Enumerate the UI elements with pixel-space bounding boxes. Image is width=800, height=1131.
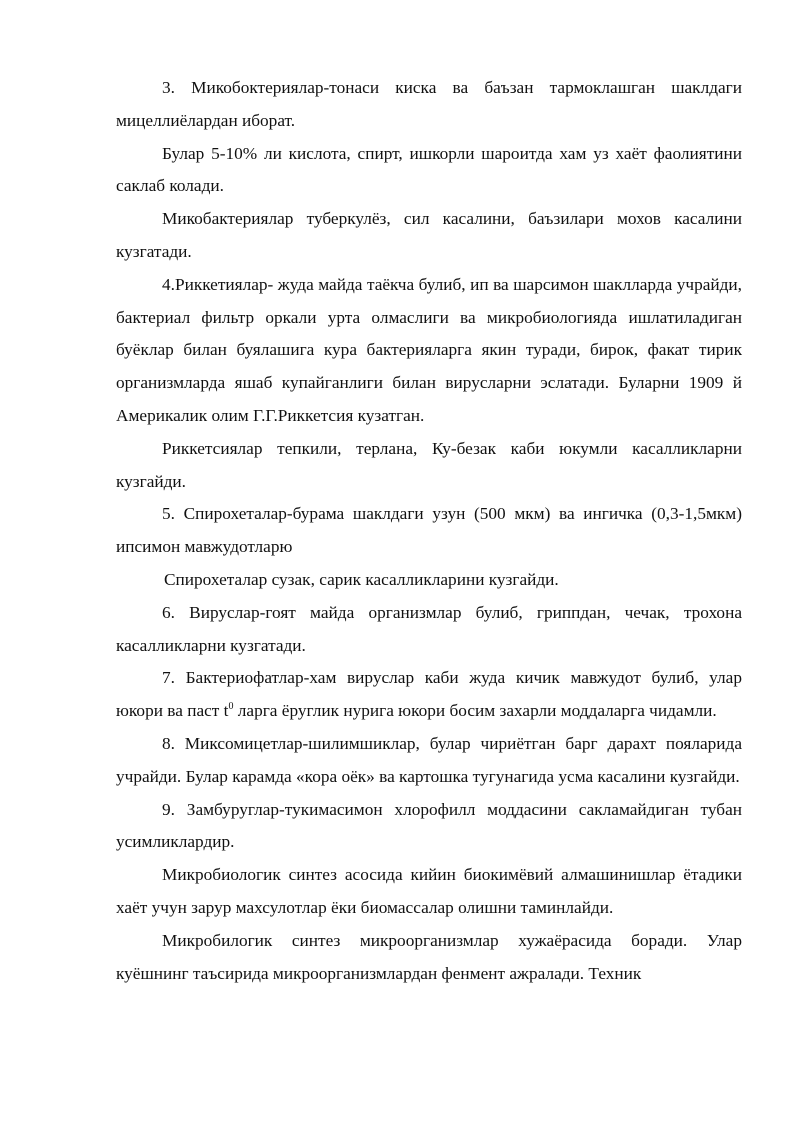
document-body [116, 72, 742, 990]
temperature-superscript: 0 [228, 701, 234, 713]
paragraph-rickettsia: 4.Риккетиялар- жуда майда таёкча булиб, ип ва шарсимон шаклларда учрайди, бактериал фильтр оркали урта олмаслиги ва микробиологияда ишлатиладиган буёклар билан буялашига кура бактерияларга якин туради, бирок, факат тирик организмларда яшаб купайганлиги билан вирусларни эслатади. Буларни 1909 й Америкалик олим Г.Г.Риккетсия кузатган. [116, 274, 742, 425]
paragraph-viruses: 6. Вируслар-гоят майда организмлар булиб, гриппдан, чечак, трохона касалликларни кузгатади. [116, 602, 742, 655]
bacteriophages-text-after: ларга ёруглик нурига юкори босим захарли моддаларга чидамли. [233, 701, 717, 721]
paragraph-rickettsia-diseases: Риккетсиялар тепкили, терлана, Ку-безак каби юкумли касалликларни кузгайди. [116, 438, 742, 491]
paragraph-mycobacteria-diseases: Микобактериялар туберкулёз, сил касалини, баъзилари мохов касалини кузгатади. [116, 209, 742, 261]
paragraph-fungi: 9. Замбуруглар-тукимасимон хлорофилл моддасини сакламайдиган тубан усимликлардир. [116, 799, 742, 852]
paragraph-synthesis-process: Микробилогик синтез микроорганизмлар хужаёрасида боради. Улар куёшнинг таъсирида микроорганизмлардан фенмент ажралади. Техник [116, 930, 742, 983]
paragraph-mycobacteria: 3. Микобоктериялар-тонаси киска ва баъзан тармоклашган шаклдаги мицеллиёлардан иборат. [116, 78, 742, 130]
paragraph-bacteriophages [116, 662, 742, 728]
paragraph-microbiological-synthesis: Микробиологик синтез асосида кийин биокимёвий алмашинишлар ётадики хаёт учун зарур махсулотлар ёки биомассалар олишни таминлайди. [116, 865, 742, 917]
bacteriophages-text-before: 7. Бактериофатлар-хам вируслар каби жуда кичик мавжудот булиб, улар юкори ва паст t [116, 668, 742, 721]
paragraph-myxomycetes: 8. Миксомицетлар-шилимшиклар, булар чириётган барг дарахт пояларида учрайди. Булар карамда «кора оёк» ва картошка тугунагида усма касалини кузгайди. [116, 733, 742, 786]
paragraph-spirochetes-diseases: Спирохеталар сузак, сарик касалликларини кузгайди. [164, 569, 559, 589]
paragraph-spirochetes: 5. Спирохеталар-бурама шаклдаги узун (500 мкм) ва ингичка (0,3-1,5мкм) ипсимон мавжудотларю [116, 504, 742, 557]
paragraph-acid-resistance: Булар 5-10% ли кислота, спирт, ишкорли шароитда хам уз хаёт фаолиятини саклаб колади. [116, 143, 742, 196]
